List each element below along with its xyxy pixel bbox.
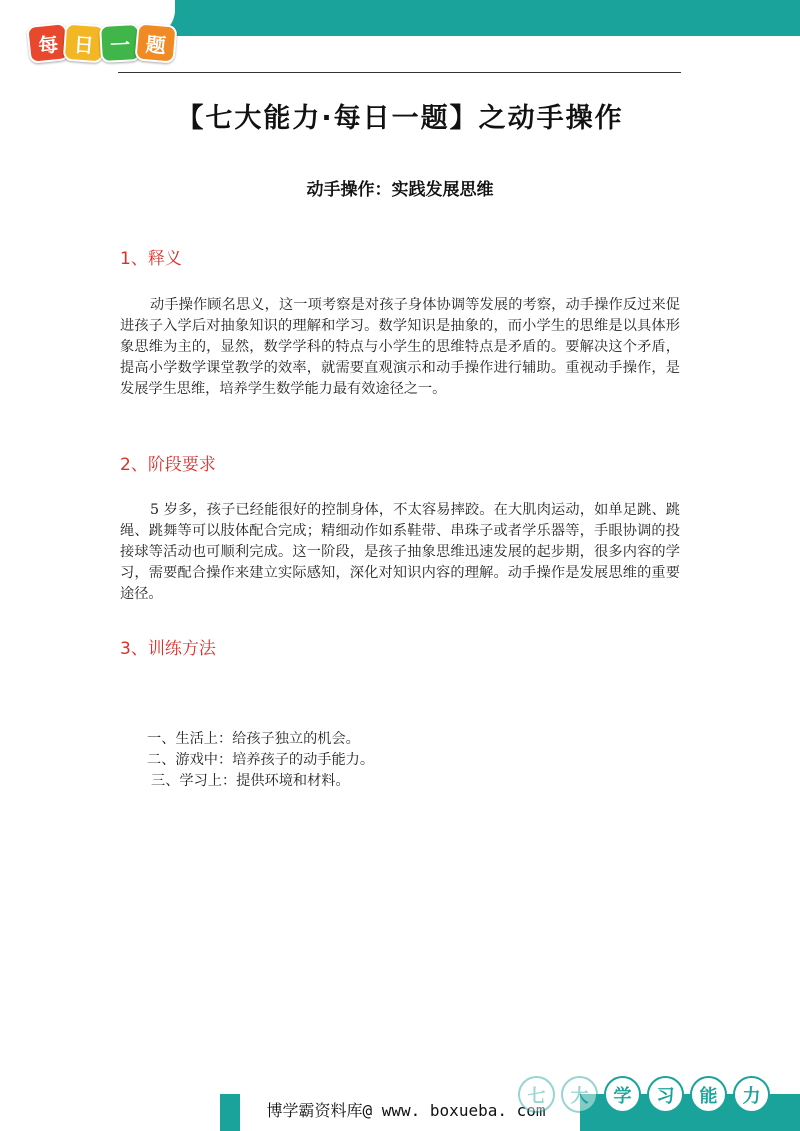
section-heading-training-methods: 3、训练方法 [120, 639, 216, 659]
header-divider [118, 72, 681, 73]
training-methods-list [147, 729, 374, 792]
badge-char: 大 [561, 1076, 598, 1113]
logo-tile-2: 日 [63, 23, 106, 64]
page-title: 【七大能力·每日一题】之动手操作 [176, 103, 624, 134]
badge-char: 学 [604, 1076, 641, 1113]
list-item: 三、学习上：提供环境和材料。 [151, 773, 350, 789]
list-item: 一、生活上：给孩子独立的机会。 [147, 731, 360, 747]
section-body-stage-requirements: 5 岁多，孩子已经能很好的控制身体，不太容易摔跤。在大肌肉运动，如单足跳、跳绳、跳舞等可以肢体配合完成；精细动作如系鞋带、串珠子或者学乐器等，手眼协调的投接球等活动也可顺利完成。这一阶段，是孩子抽象思维迅速发展的起步期，很多内容的学习，需要配合操作来建立实际感知，深化对知识内容的理解。动手操作是发展思维的重要途径。 [120, 502, 680, 602]
badge-char: 习 [647, 1076, 684, 1113]
section-body-definition: 动手操作顾名思义，这一项考察是对孩子身体协调等发展的考察，动手操作反过来促进孩子入学后对抽象知识的理解和学习。数学知识是抽象的，而小学生的思维是以具体形象思维为主的，显然，数学学科的特点与小学生的思维特点是矛盾的。要解决这个矛盾，提高小学数学课堂教学的效率，就需要直观演示和动手操作进行辅助。重视动手操作，是发展学生思维，培养学生数学能力最有效途径之一。 [120, 297, 680, 397]
seven-abilities-badge [518, 1076, 770, 1113]
logo-tile-3: 一 [99, 23, 141, 63]
badge-char: 力 [733, 1076, 770, 1113]
logo-tile-4: 题 [134, 22, 177, 63]
section-heading-definition: 1、释义 [120, 249, 182, 269]
daily-question-logo [28, 24, 172, 62]
page-subtitle: 动手操作：实践发展思维 [306, 180, 494, 200]
logo-tile-1: 每 [26, 22, 70, 64]
section-heading-stage-requirements: 2、阶段要求 [120, 455, 216, 475]
list-item: 二、游戏中：培养孩子的动手能力。 [147, 752, 375, 768]
badge-char: 能 [690, 1076, 727, 1113]
footer-site-text: 博学霸资料库@ www. boxueba. com [266, 1101, 546, 1120]
badge-char: 七 [518, 1076, 555, 1113]
